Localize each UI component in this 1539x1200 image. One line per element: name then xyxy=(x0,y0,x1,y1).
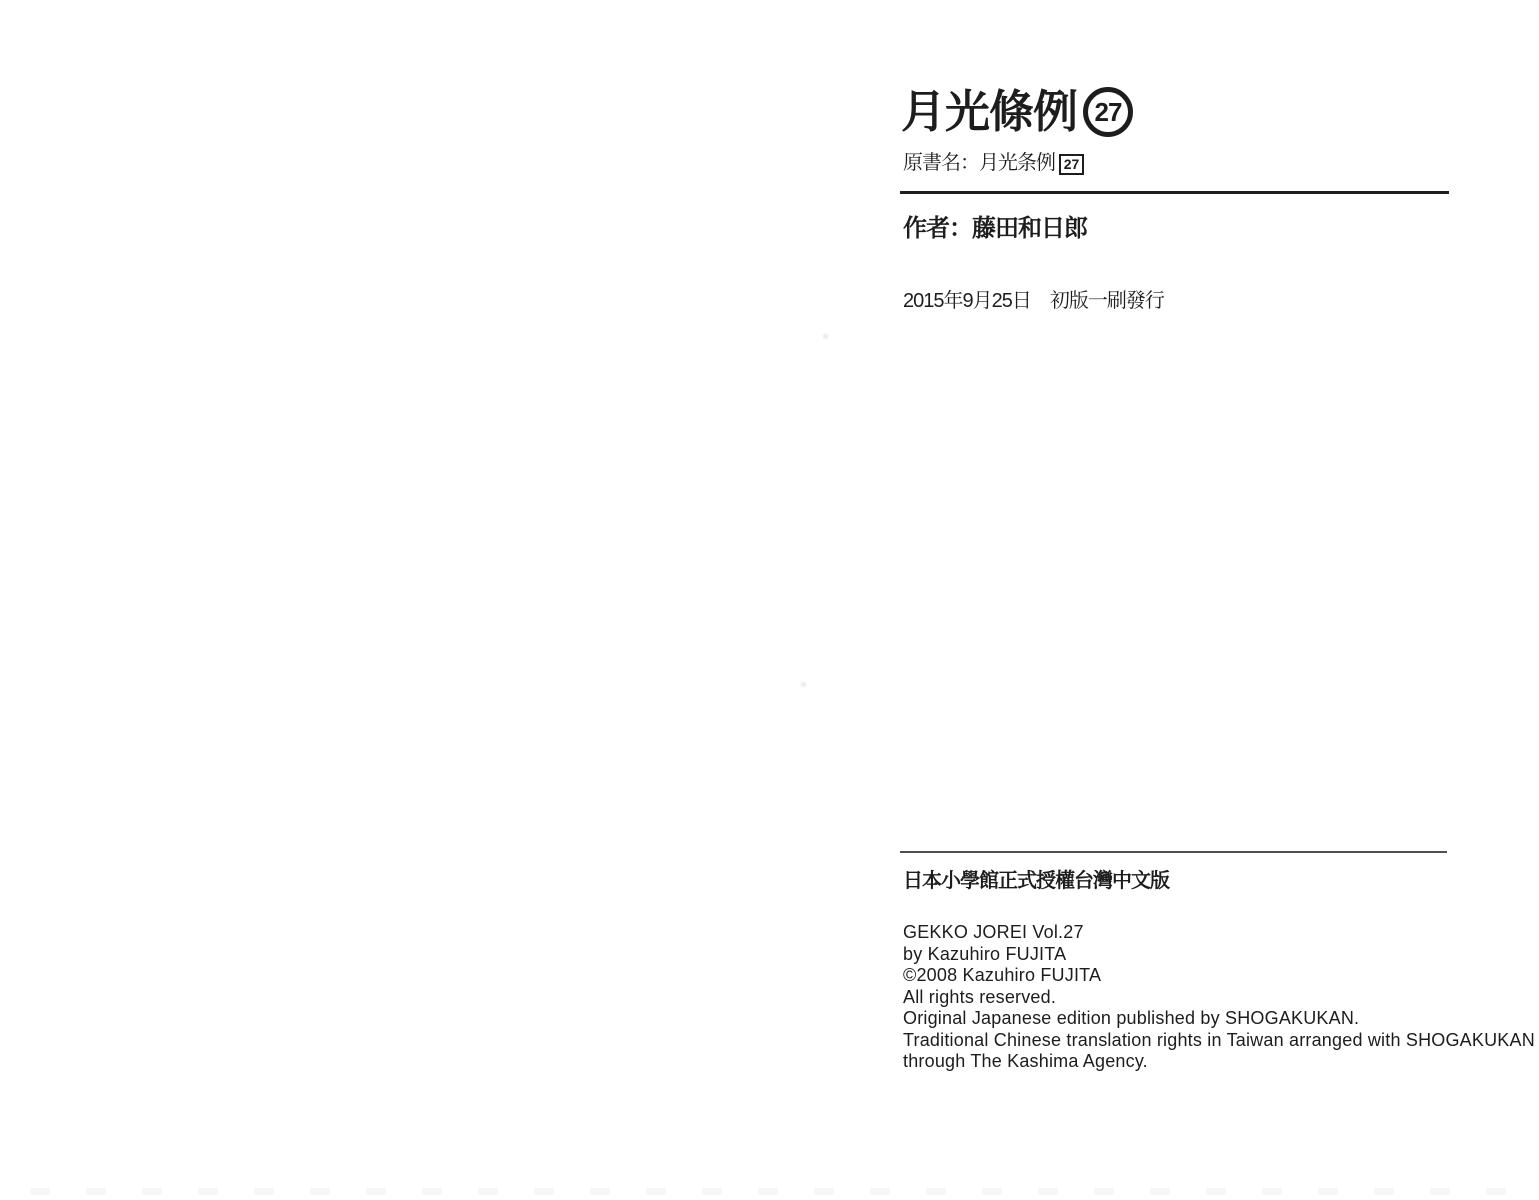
author-line: 作者：藤田和日郎 xyxy=(903,215,1087,242)
copyright-line: GEKKO JOREI Vol.27 xyxy=(903,922,1084,942)
scan-speck xyxy=(822,333,829,340)
volume-circle-badge: 27 xyxy=(1083,87,1133,137)
copyright-line: Original Japanese edition published by SHOGAKUKAN. xyxy=(903,1008,1360,1028)
book-title-text: 月光條例 xyxy=(901,86,1078,137)
divider-top xyxy=(900,191,1449,194)
original-title-line xyxy=(903,150,1084,176)
license-line: 日本小學館正式授權台灣中文版 xyxy=(903,870,1169,892)
original-title-text: 原書名：月光条例 xyxy=(903,152,1055,174)
scan-speck xyxy=(800,681,807,688)
copyright-line: Traditional Chinese translation rights in Taiwan arranged with SHOGAKUKAN xyxy=(903,1029,1535,1050)
volume-box-badge: 27 xyxy=(1059,154,1084,175)
divider-bottom xyxy=(900,851,1447,853)
copyright-line: All rights reserved. xyxy=(903,986,1057,1007)
copyright-line: through The Kashima Agency. xyxy=(903,1051,1148,1071)
publication-date: 2015年9月25日 初版一刷發行 xyxy=(903,290,1164,312)
copyright-block xyxy=(903,922,1535,1073)
copyright-line: ©2008 Kazuhiro FUJITA xyxy=(903,965,1102,985)
book-title xyxy=(901,86,1133,138)
scan-edge-artifact xyxy=(30,1188,1510,1195)
copyright-line: by Kazuhiro FUJITA xyxy=(903,943,1067,964)
